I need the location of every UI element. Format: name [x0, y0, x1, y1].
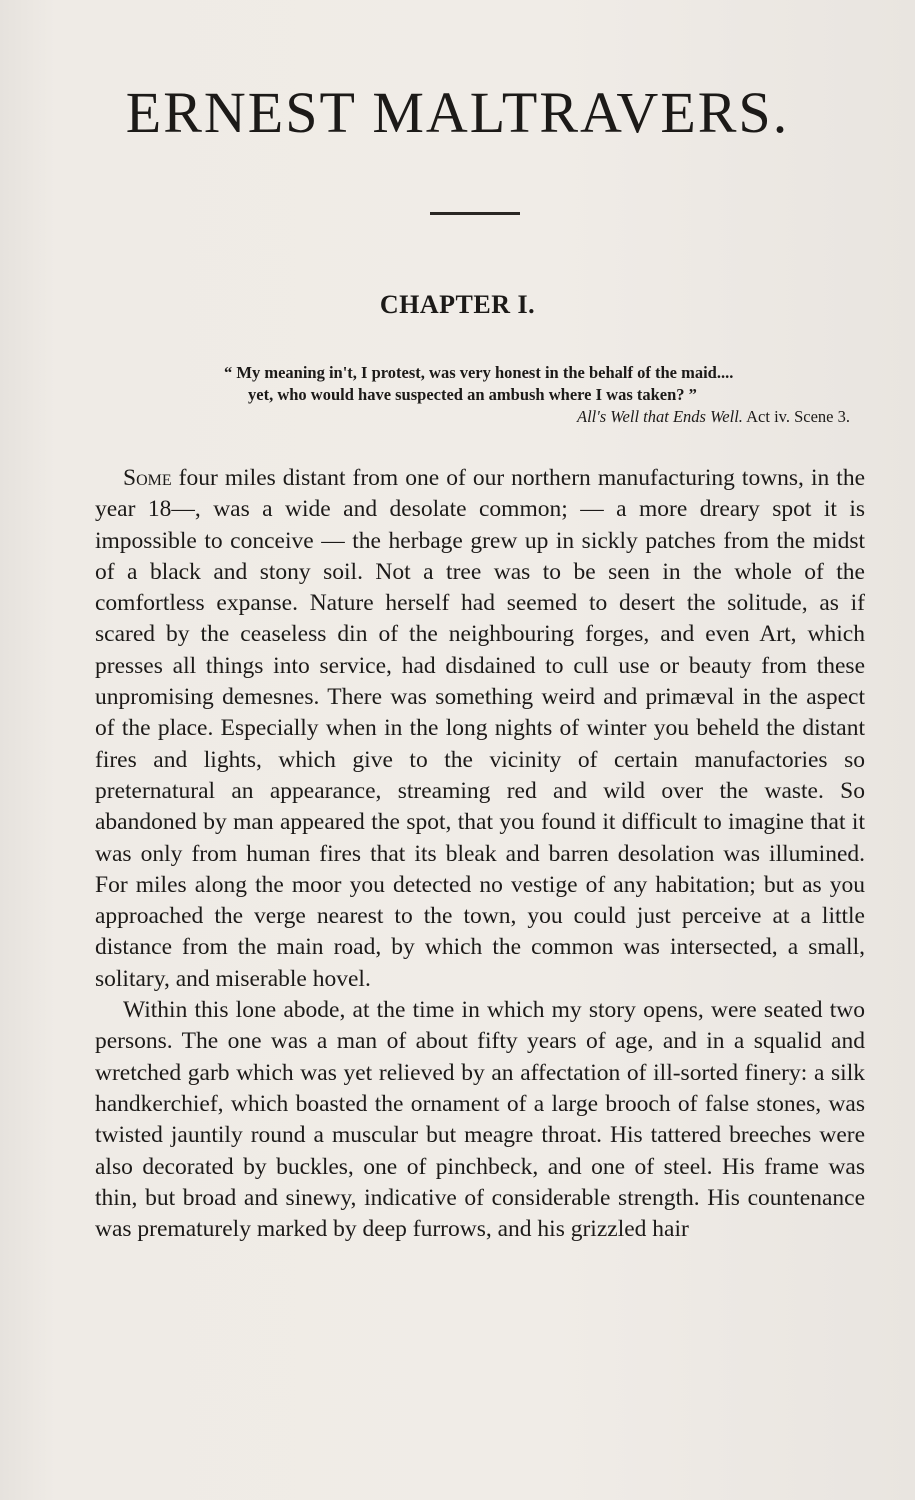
epigraph-line-2: yet, who would have suspected an ambush where I was taken? ” [248, 385, 697, 404]
epigraph-source-title: All's Well that Ends Well. [576, 407, 743, 426]
epigraph-source-location: Act iv. Scene 3. [742, 407, 850, 426]
title-rule-divider [430, 212, 520, 215]
epigraph-line-1: “ My meaning in't, I protest, was very honest in the behalf of the maid.... [224, 363, 734, 382]
chapter-heading: CHAPTER I. [379, 290, 536, 319]
paragraph-1-opening-word: Some [123, 465, 172, 491]
paragraph-1 [95, 463, 865, 995]
paragraph-2: Within this lone abode, at the time in which my story opens, were seated two persons. The one was a man of about fifty years of age, and in a squalid and wretched garb which was yet relieved by an affectation of ill-sorted finery: a silk handkerchief, which boasted the ornament of a large brooch of false stones, was twisted jauntily round a muscular but meagre throat. His tattered breeches were also decorated by buckles, one of pinchbeck, and one of steel. His frame was thin, but broad and sinewy, indicative of considerable strength. His countenance was prematurely marked by deep furrows, and his grizzled hair [95, 997, 865, 1243]
paragraph-1-text: four miles distant from one of our northern manufacturing towns, in the year 18—, was a wide and desolate common; — a more dreary spot it is impossible to conceive — the herbage grew up in sickly patches from the midst of a black and stony soil. Not a tree was to be seen in the whole of the comfortless expanse. Nature herself had seemed to desert the solitude, as if scared by the ceaseless din of the neighbouring forges, and even Art, which presses all things into service, had disdained to cull use or beauty from these unpromising demesnes. There was something weird and primæval in the aspect of the place. Especially when in the long nights of winter you beheld the distant fires and lights, which give to the vicinity of certain manufactories so preternatural an appearance, streaming red and wild over the waste. So abandoned by man appeared the spot, that you found it difficult to imagine that it was only from human fires that its bleak and barren desolation was illumined. For miles along the moor you detected no vestige of any habitation; but as you approached the verge nearest to the town, you could just perceive at a little distance from the main road, by which the common was intersected, a small, solitary, and miserable hovel. [95, 465, 865, 992]
epigraph-attribution [150, 406, 860, 428]
epigraph [150, 362, 860, 428]
book-title: ERNEST MALTRAVERS. [125, 80, 790, 145]
chapter-body [95, 463, 865, 1245]
